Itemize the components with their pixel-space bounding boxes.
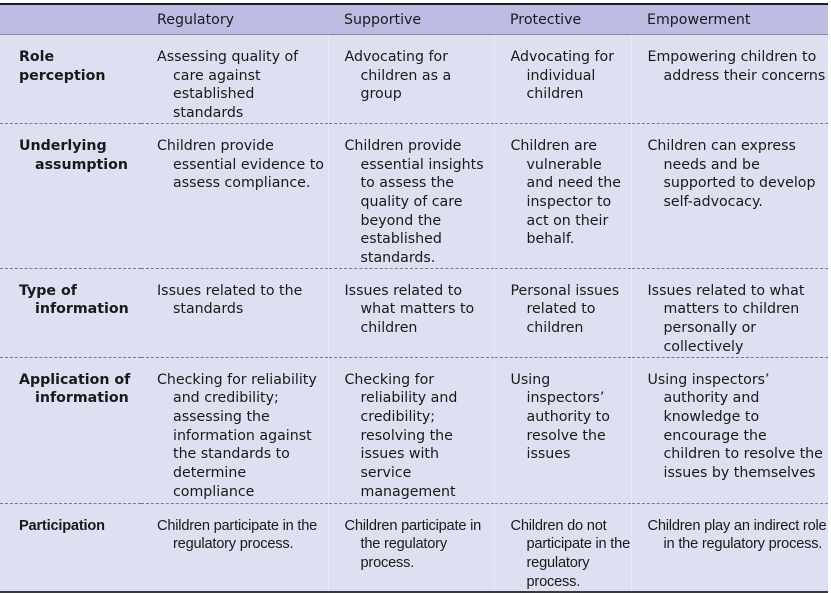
header-empowerment: Empowerment [631, 4, 828, 35]
cell-empowerment: Children can express needs and be supported to develop self-advocacy. [647, 137, 816, 210]
row-label [0, 123, 141, 268]
cell-empowerment: Empowering children to address their concerns [647, 49, 826, 84]
cell-empowerment: Issues related to what matters to children personally or collectively [647, 282, 805, 355]
row-label-text: Underlying assumption [19, 137, 128, 173]
header-protective: Protective [494, 4, 631, 35]
cell-empowerment: Children play an indirect role in the regulatory process. [647, 517, 827, 553]
cell-supportive: Checking for reliability and credibility; resolving the issues with service management [344, 371, 458, 500]
comparison-table-container [0, 3, 828, 593]
header-regulatory: Regulatory [141, 4, 328, 35]
cell-protective: Children do not participate in the regulatory process. [510, 517, 630, 590]
table-row-application-of-information [0, 357, 828, 503]
table-row-role-perception [0, 35, 828, 124]
cell-supportive: Children participate in the regulatory process. [344, 517, 482, 571]
row-label: Participation [0, 503, 141, 592]
row-label-text: Type of information [19, 282, 129, 318]
cell-protective: Using inspectors’ authority to resolve the issues [510, 371, 610, 463]
cell-regulatory: Children provide essential evidence to assess compliance. [157, 137, 324, 192]
cell-supportive: Advocating for children as a group [344, 49, 452, 103]
row-label [0, 357, 141, 503]
cell-protective: Advocating for individual children [510, 49, 615, 103]
cell-empowerment: Using inspectors’ authority and knowledge to encourage the children to resolve the issues by themselves [647, 371, 823, 482]
table-row-type-of-information [0, 268, 828, 357]
cell-supportive: Issues related to what matters to children [344, 282, 475, 337]
table-row-underlying-assumption [0, 123, 828, 268]
role-comparison-table [0, 3, 828, 593]
row-label: Role perception [19, 49, 106, 84]
table-row-participation [0, 503, 828, 592]
cell-regulatory: Assessing quality of care against established standards [157, 49, 299, 122]
table-header-row [0, 4, 828, 35]
cell-protective: Personal issues related to children [510, 282, 620, 337]
row-label-text: Application of information [19, 371, 131, 407]
header-empty [0, 4, 141, 35]
row-label [0, 268, 141, 357]
cell-supportive: Children provide essential insights to assess the quality of care beyond the established standards. [344, 137, 484, 267]
cell-regulatory: Children participate in the regulatory process. [157, 517, 318, 553]
cell-regulatory: Checking for reliability and credibility; assessing the information against the standards to determine compliance [157, 371, 317, 500]
cell-regulatory: Issues related to the standards [157, 282, 303, 318]
cell-protective: Children are vulnerable and need the inspector to act on their behalf. [510, 137, 621, 248]
header-supportive: Supportive [328, 4, 494, 35]
